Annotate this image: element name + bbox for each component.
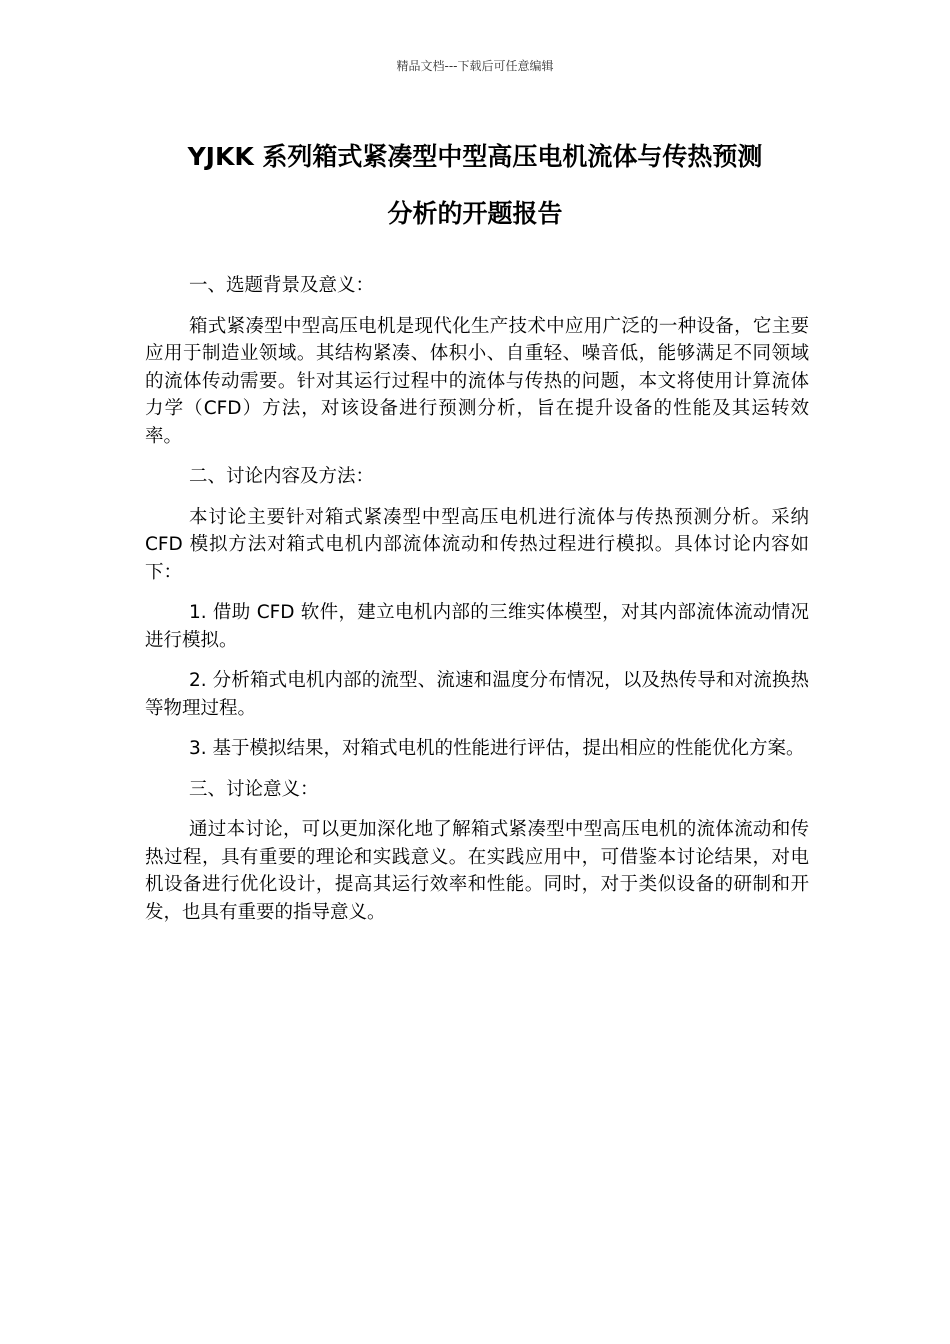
paragraph-background: 箱式紧凑型中型高压电机是现代化生产技术中应用广泛的一种设备，它主要应用于制造业领域。其结构紧凑、体积小、自重轻、噪音低，能够满足不同领域的流体传动需要。针对其运行过程中的流体与传热的问题，本文将使用计算流体力学（CFD）方法，对该设备进行预测分析，旨在提升设备的性能及其运转效率。 [145,315,809,447]
document-body [145,272,809,939]
document-title-line-2: 分析的开题报告 [387,199,563,228]
section-heading-significance: 三、讨论意义： [189,778,319,800]
document-title-line-1: YJKK 系列箱式紧凑型中型高压电机流体与传热预测 [187,142,763,171]
header-note: 精品文档---下载后可任意编辑 [396,59,554,73]
paragraph-significance: 通过本讨论，可以更加深化地了解箱式紧凑型中型高压电机的流体流动和传热过程，具有重要的理论和实践意义。在实践应用中，可借鉴本讨论结果，对电机设备进行优化设计，提高其运行效率和性能。同时，对于类似设备的研制和开发，也具有重要的指导意义。 [145,819,809,923]
list-item-1: 1. 借助 CFD 软件，建立电机内部的三维实体模型，对其内部流体流动情况进行模拟。 [145,602,809,651]
section-heading-background: 一、选题背景及意义： [189,275,375,296]
list-item-3: 3. 基于模拟结果，对箱式电机的性能进行评估，提出相应的性能优化方案。 [189,738,805,759]
paragraph-content-intro: 本讨论主要针对箱式紧凑型中型高压电机进行流体与传热预测分析。采纳 CFD 模拟方法对箱式电机内部流体流动和传热过程进行模拟。具体讨论内容如下： [145,506,809,583]
list-item-2: 2. 分析箱式电机内部的流型、流速和温度分布情况，以及热传导和对流换热等物理过程。 [145,670,809,719]
section-heading-content-method: 二、讨论内容及方法： [189,466,375,487]
